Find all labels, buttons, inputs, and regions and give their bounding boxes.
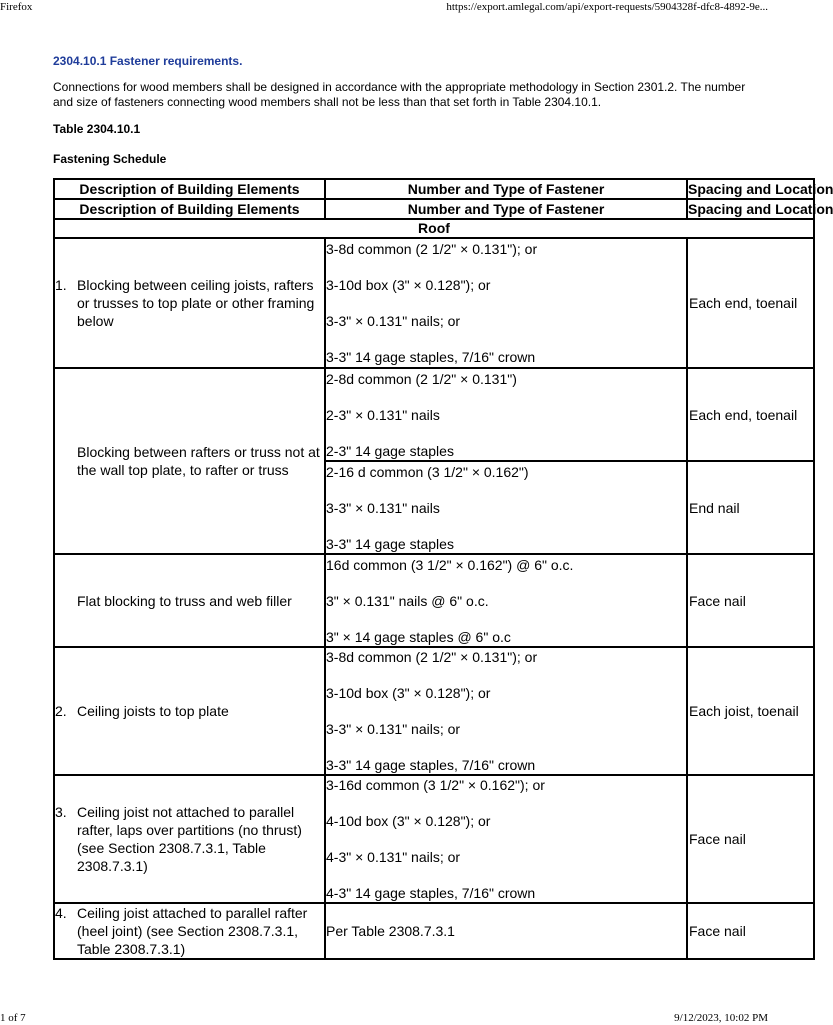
fastener-option: 2-3" × 0.131" nails — [326, 406, 440, 423]
fastener-option: 4-10d box (3" × 0.128"); or — [326, 813, 491, 829]
row-location — [687, 554, 814, 647]
row-number — [55, 443, 77, 479]
fastener-option: 3-16d common (3 1/2" × 0.162"); or — [326, 777, 545, 793]
row-location-text: Each end, toenail — [689, 295, 798, 311]
fastener-option: 4-3" 14 gage staples, 7/16" crown — [326, 885, 536, 901]
row-fasteners — [325, 461, 687, 554]
fastener-option: 16d common (3 1/2" × 0.162") @ 6" o.c. — [326, 556, 574, 573]
fastener-option: 2-8d common (2 1/2" × 0.131") — [326, 370, 517, 387]
header-spacing: Spacing and Location — [687, 179, 814, 199]
row-description — [54, 647, 325, 775]
row-number: 3. — [55, 804, 67, 820]
fastener-option: 3-10d box (3" × 0.128"); or — [326, 685, 491, 701]
fastener-option: 2-16 d common (3 1/2" × 0.162") — [326, 463, 529, 480]
page-url[interactable]: https://export.amlegal.com/api/export-requests/5904328f-dfc8-4892-9e... — [446, 1, 768, 13]
table-title: Table 2304.10.1 — [53, 122, 141, 136]
table-row — [54, 554, 814, 647]
fastener-option: 3-8d common (2 1/2" × 0.131"); or — [326, 241, 538, 257]
row-number: 1. — [55, 277, 67, 293]
row-description-text: Ceiling joist attached to parallel rafter (heel joint) (see Section 2308.7.3.1, Table 2308.7.3.1) — [77, 905, 308, 957]
row-description — [54, 903, 325, 959]
row-description — [54, 775, 325, 903]
browser-name: Firefox — [0, 1, 33, 13]
table-row — [54, 775, 814, 903]
row-location-text: Each end, toenail — [689, 406, 798, 423]
section-heading-link[interactable]: 2304.10.1 Fastener requirements. — [53, 54, 243, 68]
row-fasteners — [325, 903, 687, 959]
header-fastener: Number and Type of Fastener — [325, 199, 687, 219]
row-number — [55, 592, 77, 610]
row-location-text: Face nail — [689, 923, 746, 939]
row-location — [687, 903, 814, 959]
fastener-option: 3-3" 14 gage staples, 7/16" crown — [326, 757, 536, 773]
row-description-text: Ceiling joist not attached to parallel rafter, laps over partitions (no thrust) (see Section 2308.7.3.1, Table 2308.7.3.1) — [77, 804, 302, 874]
row-description-text: Flat blocking to truss and web filler — [77, 592, 292, 609]
fastener-option: 3-3" 14 gage staples — [326, 535, 454, 552]
row-description-text: Blocking between rafters or truss not at the wall top plate, to rafter or truss — [77, 444, 320, 478]
table-header-row — [54, 179, 814, 199]
fastener-option: 3-3" × 0.131" nails — [326, 499, 440, 516]
row-description-text: Ceiling joists to top plate — [77, 703, 229, 719]
row-location — [687, 368, 814, 461]
print-datetime: 9/12/2023, 10:02 PM — [674, 1012, 768, 1024]
header-spacing: Spacing and Location — [687, 199, 814, 219]
table-row — [54, 238, 814, 368]
row-description — [54, 238, 325, 368]
header-description: Description of Building Elements — [54, 199, 325, 219]
page-count: 1 of 7 — [0, 1012, 26, 1024]
fastener-option: Per Table 2308.7.3.1 — [326, 923, 455, 939]
print-footer — [0, 1011, 768, 1025]
table-row — [54, 903, 814, 959]
row-description — [54, 368, 325, 554]
table-row — [54, 647, 814, 775]
row-location — [687, 461, 814, 554]
section-label-roof: Roof — [54, 219, 814, 238]
row-location — [687, 775, 814, 903]
row-description — [54, 554, 325, 647]
print-header — [0, 0, 768, 16]
fastener-option: 3-10d box (3" × 0.128"); or — [326, 277, 491, 293]
fastening-schedule-table-viewport — [53, 178, 833, 968]
row-location — [687, 647, 814, 775]
header-description: Description of Building Elements — [54, 179, 325, 199]
fastener-option: 4-3" × 0.131" nails; or — [326, 849, 461, 865]
schedule-title: Fastening Schedule — [53, 152, 167, 166]
row-number: 2. — [55, 703, 67, 719]
section-row-roof — [54, 219, 814, 238]
fastener-option: 3-8d common (2 1/2" × 0.131"); or — [326, 649, 538, 665]
intro-paragraph: Connections for wood members shall be designed in accordance with the appropriate methodology in Section 2301.2. The number and size of fasteners connecting wood members shall not be less than that set forth in Table 2304.10.1. — [53, 80, 746, 109]
row-location-text: End nail — [689, 499, 740, 516]
table-header-row-repeat — [54, 199, 814, 219]
row-location-text: Each joist, toenail — [689, 703, 799, 719]
row-location-text: Face nail — [689, 831, 746, 847]
row-fasteners — [325, 368, 687, 461]
table-row — [54, 368, 814, 461]
row-fasteners — [325, 238, 687, 368]
header-fastener: Number and Type of Fastener — [325, 179, 687, 199]
fastener-option: 2-3" 14 gage staples — [326, 442, 454, 459]
row-fasteners — [325, 554, 687, 647]
fastening-schedule-table — [53, 178, 833, 960]
fastener-option: 3-3" × 0.131" nails; or — [326, 721, 461, 737]
row-fasteners — [325, 775, 687, 903]
fastener-option: 3" × 0.131" nails @ 6" o.c. — [326, 592, 489, 609]
row-description-text: Blocking between ceiling joists, rafters or trusses to top plate or other framing below — [77, 277, 315, 329]
row-fasteners — [325, 647, 687, 775]
row-location — [687, 238, 814, 368]
row-location-text: Face nail — [689, 592, 746, 609]
fastener-option: 3" × 14 gage staples @ 6" o.c — [326, 628, 511, 645]
fastener-option: 3-3" × 0.131" nails; or — [326, 313, 461, 329]
fastener-option: 3-3" 14 gage staples, 7/16" crown — [326, 349, 536, 365]
row-number: 4. — [55, 905, 67, 921]
